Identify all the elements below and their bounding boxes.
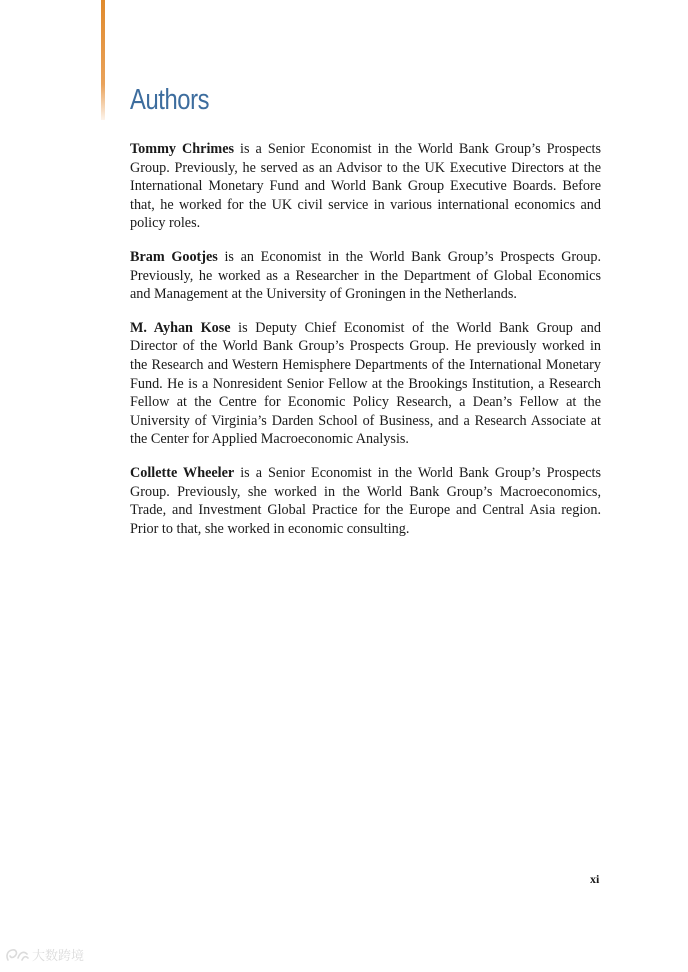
author-name: Tommy Chrimes [130,141,235,157]
watermark [4,945,84,964]
author-name: M. Ayhan Kose [130,319,231,336]
author-bio [130,464,601,538]
page-title: Authors [130,84,210,116]
watermark-logo-icon [4,946,30,964]
author-bio [130,319,601,449]
author-description: is a Senior Economist in the World Bank Group’s Prospects Group. Previously, he served as an Advisor to the UK Executive Directors at the International Monetary Fund and World Bank Group Executive Boards. Before that, he worked for the UK civil service in various international economics and policy roles. [130,141,602,232]
authors-section [130,140,601,553]
author-description: is an Economist in the World Bank Group’s Prospects Group. Previously, he worked as a Researcher in the Department of Global Economics and Management at the University of Groningen in the Netherlands. [130,248,601,303]
author-description: is Deputy Chief Economist of the World Bank Group and Director of the World Bank Group’s Prospects Group. He previously worked in the Research and Western Hemisphere Departments of the International Monetary Fund. He is a Nonresident Senior Fellow at the Brookings Institution, a Research Fellow at the Centre for Economic Policy Research, a Dean’s Fellow at the University of Virginia’s Darden School of Business, and a Research Associate at the Center for Applied Macroeconomic Analysis. [130,319,601,448]
author-bio [130,248,601,304]
watermark-text: 大数跨境 [32,949,85,964]
author-description: is a Senior Economist in the World Bank Group’s Prospects Group. Previously, she worked in the World Bank Group’s Macroeconomics, Trade, and Investment Global Practice for the Europe and Central Asia region. Prior to that, she worked in economic consulting. [130,464,602,537]
author-name: Collette Wheeler [130,464,235,481]
author-bio [130,140,601,233]
author-name: Bram Gootjes [130,248,218,265]
accent-bar [101,0,105,120]
page-number: xi [590,872,600,886]
